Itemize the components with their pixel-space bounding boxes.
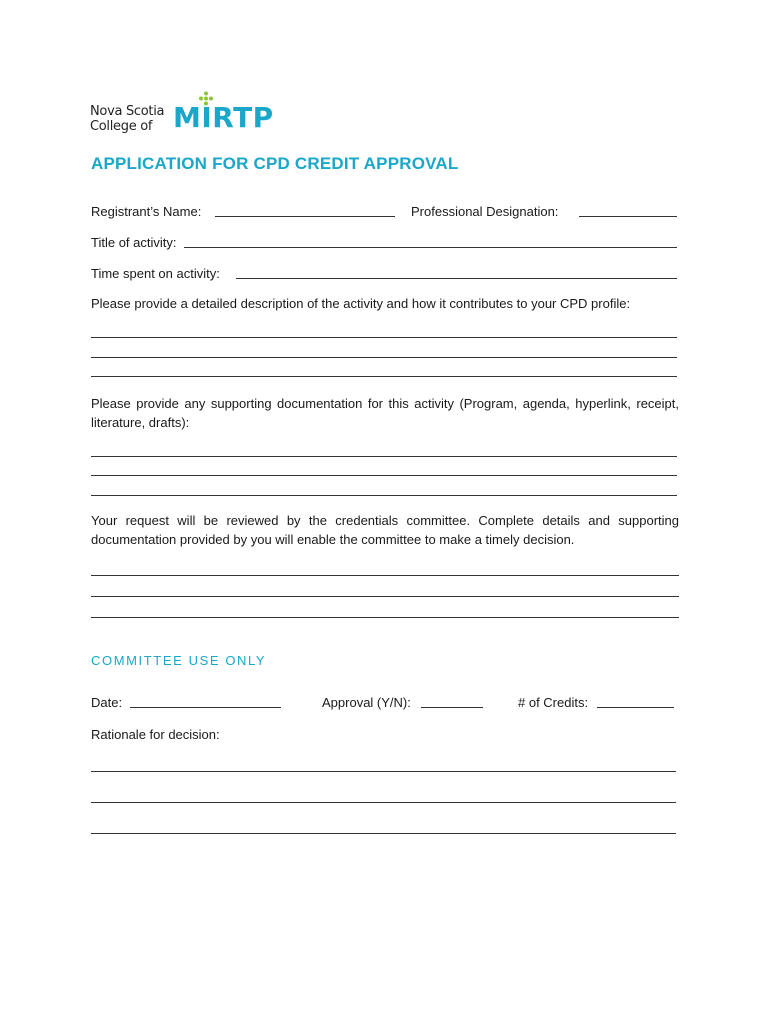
credits-field[interactable]	[597, 707, 674, 708]
logo-line-1: Nova Scotia	[90, 104, 165, 119]
description-prompt: Please provide a detailed description of the activity and how it contributes to your CPD profile:	[91, 296, 631, 311]
approval-label: Approval (Y/N):	[322, 695, 411, 710]
committee-heading: COMMITTEE USE ONLY	[91, 653, 267, 668]
description-line[interactable]	[91, 337, 677, 338]
college-logo	[90, 90, 280, 136]
approval-field[interactable]	[421, 707, 483, 708]
time-spent-label: Time spent on activity:	[91, 266, 220, 281]
registrant-name-label: Registrant’s Name:	[91, 204, 202, 219]
logo-mark: MIRTP	[173, 101, 274, 134]
date-label: Date:	[91, 695, 123, 710]
date-field[interactable]	[130, 707, 281, 708]
documentation-line[interactable]	[91, 475, 677, 476]
credits-label: # of Credits:	[518, 695, 589, 710]
review-note: Your request will be reviewed by the credentials committee. Complete details and supporting documentation provided by you will enable the committee to make a timely decision.	[91, 513, 679, 547]
notes-line[interactable]	[91, 596, 679, 597]
time-spent-field[interactable]	[236, 278, 677, 279]
activity-title-label: Title of activity:	[91, 235, 177, 250]
professional-designation-label: Professional Designation:	[411, 204, 559, 219]
description-line[interactable]	[91, 376, 677, 377]
description-line[interactable]	[91, 357, 677, 358]
rationale-line[interactable]	[91, 771, 676, 772]
rationale-line[interactable]	[91, 802, 676, 803]
page-title: APPLICATION FOR CPD CREDIT APPROVAL	[91, 154, 459, 173]
professional-designation-field[interactable]	[579, 216, 677, 217]
notes-line[interactable]	[91, 617, 679, 618]
logo-line-2: College of	[90, 119, 153, 134]
rationale-line[interactable]	[91, 833, 676, 834]
documentation-line[interactable]	[91, 456, 677, 457]
activity-title-field[interactable]	[184, 247, 677, 248]
logo-wordmark	[90, 104, 164, 134]
registrant-name-field[interactable]	[215, 216, 395, 217]
documentation-prompt: Please provide any supporting documentation for this activity (Program, agenda, hyperlink, receipt, literature, drafts):	[91, 396, 679, 430]
rationale-label: Rationale for decision:	[91, 727, 220, 742]
documentation-line[interactable]	[91, 495, 677, 496]
notes-line[interactable]	[91, 575, 679, 576]
